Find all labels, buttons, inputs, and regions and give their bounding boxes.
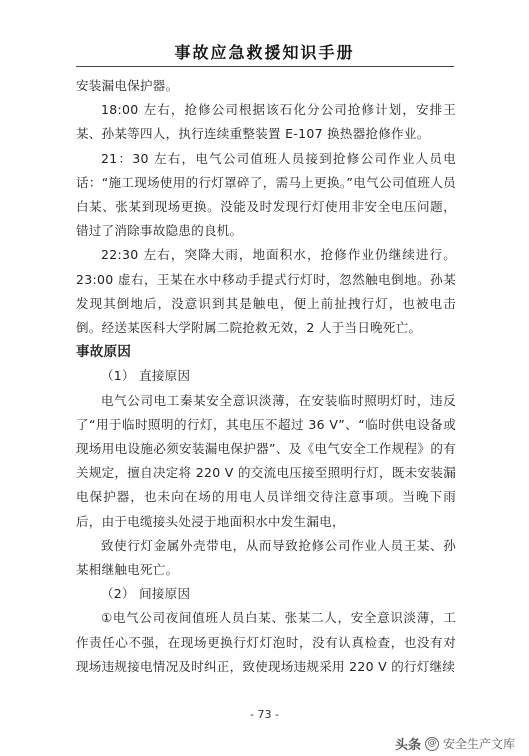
page-number: - 73 - (250, 708, 279, 721)
paragraph: 致使行灯金属外壳带电，从而导致抢修公司作业人员王某、孙某相继触电死亡。 (76, 537, 456, 578)
paragraph: 安装漏电保护器。 (76, 78, 179, 93)
watermark-account: 安全生产文库 (442, 737, 515, 751)
section-heading: 事故原因 (76, 344, 132, 361)
document-body (76, 74, 456, 679)
paragraph: 电气公司电工秦某安全意识淡薄，在安装临时照明灯时，违反了“用于临时照明的行灯，其电压不超过 36 V”、“临时供电设备或现场用电设施必须安装漏电保护器”、及《电气安全工作规程》的有关规定，擅自决定将 220 V 的交流电压接至照明行灯，既未安装漏电保护器，也未向在场的用电人员详细交待注意事项。当晚下雨后，由于电缆接头处浸于地面积水中发生漏电， (76, 392, 456, 529)
at-icon: @ (425, 737, 439, 751)
header-rule (76, 66, 454, 67)
paragraph: ①电气公司夜间值班人员白某、张某二人，安全意识淡薄，工作责任心不强，在现场更换行灯灯泡时，没有认真检查，也没有对现场违规接电情况及时纠正，致使现场违规采用 220 V 的行灯继续 (76, 610, 456, 674)
subheading: （1） 直接原因 (101, 368, 191, 384)
page-header-title: 事故应急救援知识手册 (174, 43, 355, 62)
watermark (395, 734, 515, 753)
paragraph: 21：30 左右，电气公司值班人员接到抢修公司作业人员电话：“施工现场使用的行灯罩碎了，需马上更换。”电气公司值班人员白某、张某到现场更换。没能及时发现行灯使用非安全电压问题，错过了消除事故隐患的良机。 (76, 150, 456, 239)
paragraph: 22:30 左右，突降大雨，地面积水，抢修作业仍继续进行。23:00 虚右，王某在水中移动手提式行灯时，忽然触电倒地。孙某发现其倒地后，没意识到其是触电，便上前扯拽行灯，也被电击倒。经送某医科大学附属二院抢救无效，2 人于当日晚死亡。 (76, 247, 456, 336)
subheading: （2） 间接原因 (101, 586, 191, 602)
watermark-brand: 头条 (394, 738, 421, 753)
paragraph: 18:00 左右，抢修公司根据该石化分公司抢修计划，安排王某、孙某等四人，执行连续重整装置 E-107 换热器抢修作业。 (76, 102, 456, 142)
